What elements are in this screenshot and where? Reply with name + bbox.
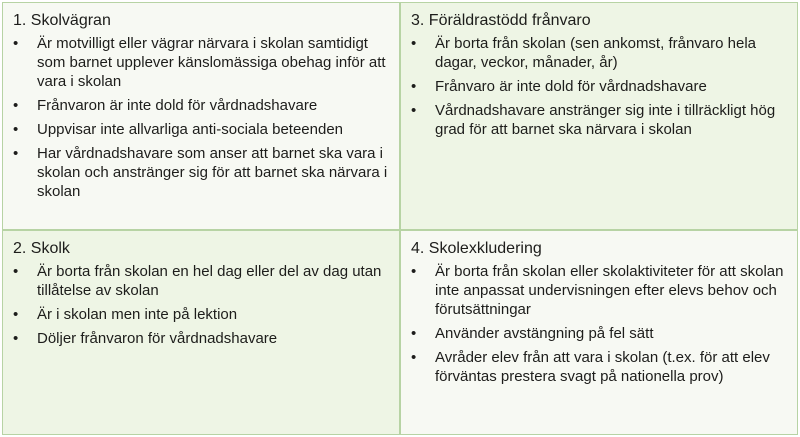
absence-types-table [2, 2, 798, 435]
list-item [13, 120, 389, 139]
list-item-text: Frånvaro är inte dold för vårdnadshavare [435, 78, 707, 95]
list-item-text: Är borta från skolan eller skolaktiviteter för att skolan inte anpassat undervisningen efter elevs behov och förutsättningar [435, 263, 784, 318]
cell-title: 3. Föräldrastödd frånvaro [411, 12, 591, 29]
bullet-list [411, 34, 787, 139]
list-item-text: Är motvilligt eller vägrar närvara i skolan samtidigt som barnet upplever känslomässiga obehag inför att vara i skolan [37, 35, 386, 90]
cell-title: 2. Skolk [13, 240, 70, 257]
list-item [13, 329, 389, 348]
bullet-icon: • [13, 121, 19, 138]
list-item-text: Vårdnadshavare anstränger sig inte i tillräckligt hög grad för att barnet ska närvara i skolan [435, 102, 776, 138]
list-item-text: Använder avstängning på fel sätt [435, 325, 654, 342]
list-item-text: Frånvaron är inte dold för vårdnadshavare [37, 97, 318, 114]
bullet-icon: • [13, 330, 19, 347]
list-item [411, 348, 787, 386]
list-item-text: Döljer frånvaron för vårdnadshavare [37, 330, 278, 347]
bullet-icon: • [13, 263, 19, 280]
bullet-icon: • [13, 306, 19, 323]
list-item [13, 262, 389, 300]
cell-title: 1. Skolvägran [13, 12, 111, 29]
list-item [13, 144, 389, 201]
cell-skolk [2, 230, 400, 435]
bullet-list [13, 34, 389, 201]
bullet-icon: • [13, 97, 19, 114]
list-item [411, 34, 787, 72]
list-item-text: Är i skolan men inte på lektion [37, 306, 238, 323]
bullet-icon: • [411, 325, 417, 342]
bullet-icon: • [13, 35, 19, 52]
cell-foraldrastodd-franvaro [400, 2, 798, 230]
bullet-icon: • [411, 349, 417, 366]
list-item-text: Har vårdnadshavare som anser att barnet ska vara i skolan och anstränger sig för att barnet ska närvara i skolan [37, 145, 388, 200]
list-item [13, 305, 389, 324]
bullet-icon: • [411, 102, 417, 119]
list-item-text: Är borta från skolan (sen ankomst, frånvaro hela dagar, veckor, månader, år) [435, 35, 756, 71]
list-item [411, 101, 787, 139]
bullet-icon: • [411, 35, 417, 52]
list-item-text: Är borta från skolan en hel dag eller del av dag utan tillåtelse av skolan [37, 263, 382, 299]
cell-title: 4. Skolexkludering [411, 240, 542, 257]
bullet-icon: • [411, 263, 417, 280]
bullet-icon: • [411, 78, 417, 95]
list-item [13, 96, 389, 115]
bullet-list [411, 262, 787, 386]
list-item [411, 262, 787, 319]
cell-skolexkludering [400, 230, 798, 435]
list-item [13, 34, 389, 91]
bullet-icon: • [13, 145, 19, 162]
cell-skolvagran [2, 2, 400, 230]
bullet-list [13, 262, 389, 348]
list-item-text: Avråder elev från att vara i skolan (t.ex. för att elev förväntas prestera svagt på nationella prov) [435, 349, 770, 385]
list-item [411, 77, 787, 96]
list-item [411, 324, 787, 343]
list-item-text: Uppvisar inte allvarliga anti-sociala beteenden [37, 121, 344, 138]
